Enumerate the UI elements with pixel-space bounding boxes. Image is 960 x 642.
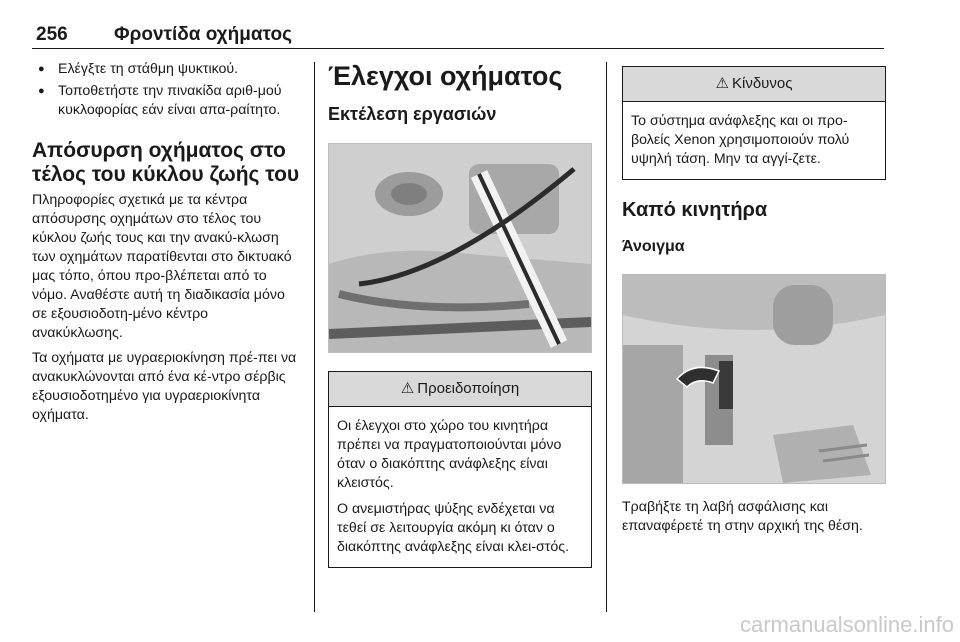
- opening-subtitle: Άνοιγμα: [622, 238, 685, 255]
- bonnet-release-photo: [622, 274, 886, 484]
- engine-bay-photo: [328, 143, 592, 353]
- engine-bay-illustration: [329, 144, 591, 352]
- column-middle: [328, 60, 592, 568]
- page-title: Φροντίδα οχήματος: [114, 24, 292, 45]
- section-heading: [32, 139, 302, 187]
- column-divider: [606, 62, 607, 612]
- bullet-list: [32, 60, 302, 120]
- danger-label: Κίνδυνος: [731, 75, 793, 92]
- bullet-item: ● Ελέγξτε τη στάθμη ψυκτικού.: [32, 60, 302, 79]
- bullet-item: ● Τοποθετήστε την πινακίδα αριθ-μού κυκλοφορίας εάν είναι απα-ραίτητο.: [32, 82, 302, 120]
- watermark: carmanualsonline.info: [739, 612, 954, 637]
- danger-box: [622, 66, 886, 180]
- section-heading-line: Απόσυρση οχήματος στο: [32, 139, 286, 162]
- column-divider: [314, 62, 315, 612]
- lpg-paragraph: Τα οχήματα με υγραεριοκίνηση πρέ-πει να ανακυκλώνονται από ένα κέ-ντρο σέρβις εξουσιοδοτημένο για υγραεριοκίνητα οχήματα.: [32, 350, 297, 423]
- column-left: [32, 60, 302, 425]
- bonnet-title: Καπό κινητήρα: [622, 199, 768, 221]
- release-caption: Τραβήξτε τη λαβή ασφάλισης και επαναφέρετέ τη στην αρχική της θέση.: [622, 499, 863, 534]
- danger-text: Το σύστημα ανάφλεξης και οι προ-βολείς Xenon χρησιμοποιούν πολύ υψηλή τάση. Μην τα αγγί-ζετε.: [631, 113, 850, 167]
- column-right: [622, 60, 886, 536]
- performing-work-subtitle: Εκτέλεση εργασιών: [328, 104, 497, 124]
- page-header: [32, 12, 884, 49]
- warning-label: Προειδοποίηση: [417, 380, 520, 397]
- danger-box-header: [623, 67, 885, 102]
- danger-box-body: [623, 102, 885, 179]
- warning-box-header: [329, 372, 591, 407]
- page-number: 256: [36, 24, 68, 45]
- section-heading-line: τέλος του κύκλου ζωής του: [32, 163, 300, 186]
- warning-text: Οι έλεγχοι στο χώρο του κινητήρα πρέπει να πραγματοποιούνται μόνο όταν ο διακόπτης ανάφλεξης είναι κλειστός.: [337, 418, 562, 491]
- vehicle-checks-title: Έλεγχοι οχήματος: [328, 61, 563, 91]
- warning-triangle-icon: ⚠: [715, 75, 729, 92]
- warning-box-body: [329, 407, 591, 567]
- recycling-paragraph: Πληροφορίες σχετικά με τα κέντρα απόσυρσης οχημάτων στο τέλος του κύκλου ζωής τους και την ανακύ-κλωση των οχημάτων παρατίθενται στο δικτυακό μας τόπο, όπου προ-βλέπεται από το νόμο. Αναθέστε αυτή τη διαδικασία μόνο σε εξουσιοδοτη-μένο κέντρο ανακύκλωσης.: [32, 192, 292, 341]
- bonnet-release-illustration: [623, 275, 885, 483]
- warning-box: [328, 371, 592, 568]
- warning-triangle-icon: ⚠: [400, 380, 415, 397]
- warning-text: Ο ανεμιστήρας ψύξης ενδέχεται να τεθεί σε λειτουργία ακόμη κι όταν ο διακόπτης ανάφλεξης είναι κλει-στός.: [337, 501, 570, 555]
